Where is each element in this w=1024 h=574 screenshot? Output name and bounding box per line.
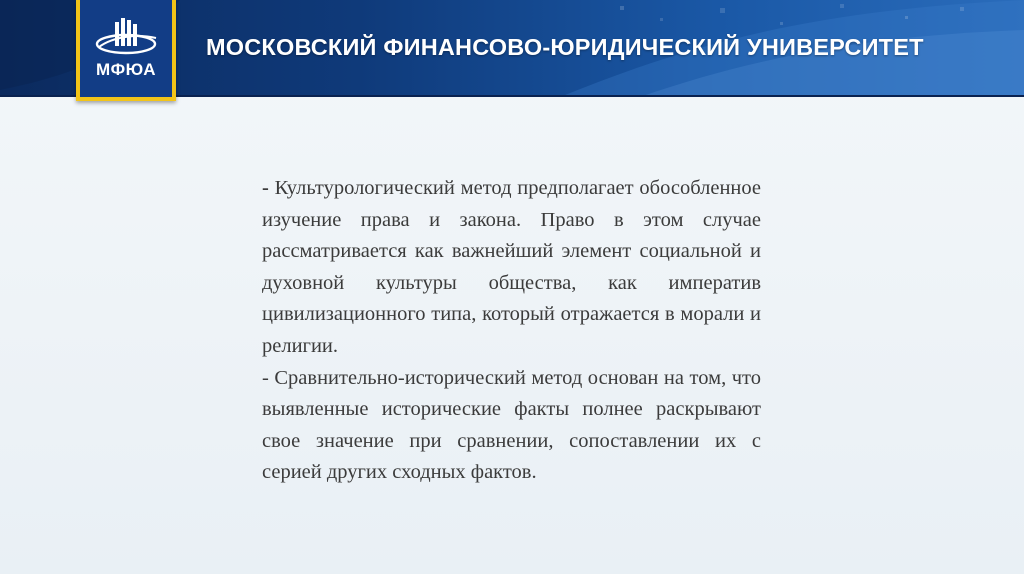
university-emblem-icon (94, 14, 158, 58)
paragraph-comparative-method (262, 363, 761, 489)
paragraph-text: Сравнительно-исторический метод основан на том, что выявленные исторические факты полнее раскрывают свое значение при сравнении, сопоставлении их с серией других сходных фактов. (262, 366, 761, 484)
university-title: МОСКОВСКИЙ ФИНАНСОВО-ЮРИДИЧЕСКИЙ УНИВЕРСИТЕТ (206, 34, 924, 60)
logo-abbreviation: МФЮА (95, 60, 157, 79)
paragraph-text: Культурологический метод предполагает обособленное изучение права и закона. Право в этом случае рассматривается как важнейший элемент социальной и духовной культуры общества, как императив цивилизационного типа, который отражается в морали и религии. (262, 177, 761, 357)
slide-text (262, 173, 761, 489)
university-logo (76, 0, 176, 101)
paragraph-dash: - (262, 366, 269, 389)
paragraph-dash: - (262, 177, 269, 199)
paragraph-cultural-method (262, 173, 761, 363)
